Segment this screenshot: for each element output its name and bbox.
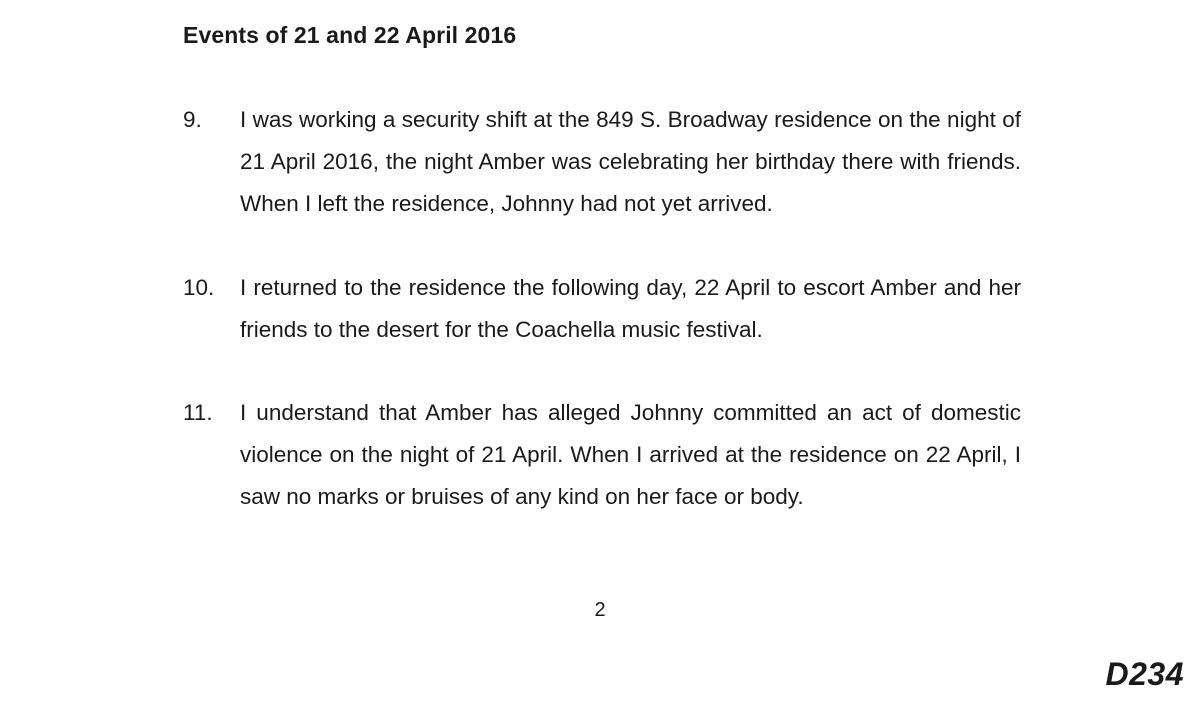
numbered-paragraph-9 [183, 99, 1021, 225]
paragraph-text: I understand that Amber has alleged Johnny committed an act of domestic violence on the night of 21 April. When I arrived at the residence on 22 April, I saw no marks or bruises of any kind on her face or body. [240, 400, 1021, 509]
numbered-paragraph-10 [183, 267, 1021, 351]
paragraph-number: 10. [183, 275, 215, 300]
page-number: 2 [594, 599, 606, 621]
paragraph-text: I returned to the residence the following day, 22 April to escort Amber and her friends to the desert for the Coachella music festival. [240, 275, 1021, 342]
numbered-paragraph-11 [183, 392, 1021, 518]
paragraph-number: 11. [183, 400, 213, 425]
paragraph-number: 9. [183, 107, 202, 132]
section-heading: Events of 21 and 22 April 2016 [183, 22, 517, 48]
paragraph-text: I was working a security shift at the 849 S. Broadway residence on the night of 21 April 2016, the night Amber was celebrating her birthday there with friends. When I left the residence, Johnny had not yet arrived. [240, 107, 1021, 216]
document-reference-label: D234 [1105, 656, 1184, 692]
